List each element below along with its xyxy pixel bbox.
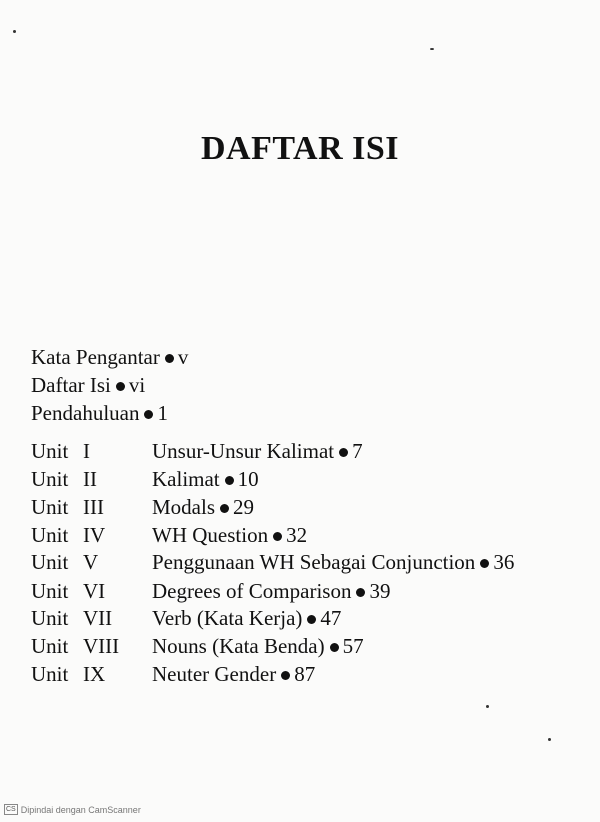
unit-number: VIII [83,634,120,658]
unit-number: V [83,550,99,574]
unit-label: Unit [31,495,69,519]
unit-title: Neuter Gender [152,662,277,686]
unit-number: VI [83,579,106,603]
unit-label: Unit [31,606,69,630]
unit-title: Degrees of Comparison [152,579,352,603]
scan-speck [548,738,551,741]
unit-title-line [152,495,254,520]
bullet-dot-icon [165,354,174,363]
unit-page: 36 [493,550,515,574]
unit-page: 39 [369,579,391,603]
unit-number: IV [83,523,106,547]
unit-label: Unit [31,523,69,547]
camscanner-badge: CS [6,806,16,813]
toc-unit-row [31,439,591,465]
unit-title-line [152,439,363,464]
unit-title-line [152,662,315,687]
unit-label: Unit [31,662,69,686]
unit-number: I [83,439,90,463]
toc-unit-row [31,467,591,493]
unit-title: Kalimat [152,467,220,491]
unit-page: 7 [352,439,363,463]
unit-label: Unit [31,634,69,658]
toc-unit-row [31,634,591,660]
unit-page: 10 [237,467,259,491]
unit-label: Unit [31,439,69,463]
unit-label: Unit [31,550,69,574]
toc-unit-row [31,523,591,549]
unit-title-line [152,634,364,659]
unit-number: II [83,467,97,491]
scan-speck [13,30,16,33]
toc-entry [31,345,188,370]
unit-title: Unsur-Unsur Kalimat [152,439,335,463]
unit-title-line [152,579,390,604]
bullet-dot-icon [220,504,229,513]
bullet-dot-icon [330,643,339,652]
bullet-dot-icon [281,671,290,680]
toc-unit-row [31,550,591,576]
unit-number: III [83,495,104,519]
entry-label: Pendahuluan [31,401,140,425]
bullet-dot-icon [273,532,282,541]
entry-label: Kata Pengantar [31,345,160,369]
bullet-dot-icon [356,588,365,597]
toc-entry [31,373,145,398]
bullet-dot-icon [480,559,489,568]
unit-label: Unit [31,579,69,603]
unit-title: Verb (Kata Kerja) [152,606,303,630]
scan-speck [486,705,489,708]
entry-label: Daftar Isi [31,373,111,397]
unit-page: 87 [294,662,316,686]
entry-page: vi [128,373,146,397]
unit-title: Penggunaan WH Sebagai Conjunction [152,550,476,574]
toc-unit-row [31,606,591,632]
unit-title: Nouns (Kata Benda) [152,634,325,658]
unit-label: Unit [31,467,69,491]
bullet-dot-icon [307,615,316,624]
unit-page: 57 [342,634,364,658]
watermark-text: Dipindai dengan CamScanner [20,804,141,815]
scan-speck [430,48,434,50]
bullet-dot-icon [144,410,153,419]
unit-title: WH Question [152,523,269,547]
unit-title-line [152,523,307,548]
toc-unit-row [31,579,591,605]
unit-title-line [152,467,259,492]
unit-number: IX [83,662,106,686]
unit-number: VII [83,606,113,630]
bullet-dot-icon [225,476,234,485]
unit-page: 32 [286,523,308,547]
unit-page: 47 [320,606,342,630]
scanner-watermark [4,804,141,815]
toc-unit-row [31,495,591,521]
entry-page: 1 [157,401,168,425]
unit-title: Modals [152,495,215,519]
unit-title-line [152,606,341,631]
bullet-dot-icon [339,448,348,457]
bullet-dot-icon [116,382,125,391]
unit-page: 29 [233,495,254,519]
toc-unit-row [31,662,591,688]
entry-page: v [177,345,189,369]
unit-title-line [152,550,514,575]
toc-entry [31,401,168,426]
page-title: DAFTAR ISI [200,130,399,167]
